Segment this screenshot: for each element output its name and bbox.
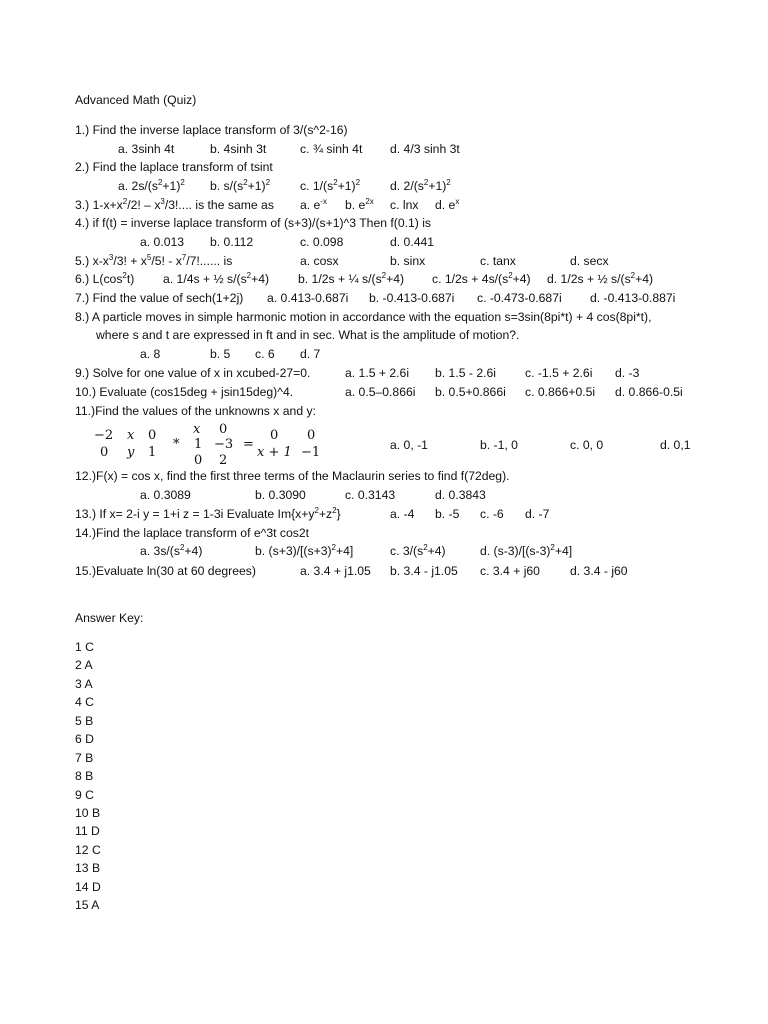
question-15: 15.)Evaluate ln(30 at 60 degrees) <box>75 564 256 578</box>
q15-option-d: d. 3.4 - j60 <box>570 564 628 578</box>
question-14: 14.)Find the laplace transform of e^3t cos2t <box>75 526 310 540</box>
question-9: 9.) Solve for one value of x in xcubed-27=0. <box>75 366 311 380</box>
answer-key-item: 14 D <box>75 880 101 894</box>
q12-option-b: b. 0.3090 <box>255 488 306 502</box>
q8-option-b: b. 5 <box>210 347 231 361</box>
q3-option-b: b. $e^{2x}$ <box>345 196 374 212</box>
q6-option-d: d. 1/2s + ½ $s/(s^2+4)$ <box>547 270 654 286</box>
q7-option-d: d. -0.413-0.887i <box>590 291 676 305</box>
q9-option-d: d. -3 <box>615 366 640 380</box>
matrix2-cell: 0 <box>219 422 228 437</box>
q5-option-a: a. cosx <box>300 254 339 268</box>
question-1: 1.) Find the inverse laplace transform of 3/(s^2-16) <box>75 123 348 137</box>
q13-option-c: c. -6 <box>480 507 504 521</box>
q4-option-a: a. 0.013 <box>140 235 185 249</box>
q1-option-a: a. 3sinh 4t <box>118 142 175 156</box>
question-8-continued: where s and t are expressed in ft and in sec. What is the amplitude of motion?. <box>96 328 520 342</box>
matrix1-cell: x <box>127 428 135 443</box>
matrix3-cell: 0 <box>307 428 316 443</box>
answer-key-item: 6 D <box>75 732 94 746</box>
answer-key-item: 5 B <box>75 714 94 728</box>
q2-option-d: d. $2/(s^2+1)^2$ <box>390 177 451 193</box>
q14-option-c: c. $3/(s^2+4)$ <box>390 542 446 558</box>
question-12: 12.)F(x) = cos x, find the first three terms of the Maclaurin series to find f(72deg). <box>75 469 510 483</box>
matrix2-cell: x <box>193 422 201 437</box>
q7-option-b: b. -0.413-0.687i <box>369 291 455 305</box>
q10-option-b: b. 0.5+0.866i <box>435 385 506 399</box>
q1-option-b: b. 4sinh 3t <box>210 142 267 156</box>
q6-option-c: c. $1/2s + 4s/(s^2+4)$ <box>432 270 531 286</box>
equals-sign: = <box>243 437 254 452</box>
q4-option-c: c. 0.098 <box>300 235 344 249</box>
question-7: 7.) Find the value of sech(1+2j) <box>75 291 244 305</box>
q14-option-d: d. $(s-3)/[(s-3)^2+4]$ <box>480 542 573 558</box>
matrix2-cell: 2 <box>219 453 228 468</box>
q15-option-b: b. 3.4 - j1.05 <box>390 564 458 578</box>
q4-option-d: d. 0.441 <box>390 235 435 249</box>
question-10: 10.) Evaluate (cos15deg + jsin15deg)^4. <box>75 385 294 399</box>
q3-option-d: d. $e^x$ <box>435 196 460 212</box>
answer-key-item: 15 A <box>75 898 100 912</box>
matrix3-cell: 0 <box>270 428 279 443</box>
q9-option-c: c. -1.5 + 2.6i <box>525 366 593 380</box>
q6-option-b: b. 1/2s + ¼ $s/(s^2+4)$ <box>298 270 405 286</box>
answer-key-item: 12 C <box>75 843 101 857</box>
question-4: 4.) if f(t) = inverse laplace transform of (s+3)/(s+1)^3 Then f(0.1) is <box>75 216 432 230</box>
q13-option-a: a. -4 <box>390 507 415 521</box>
q2-option-c: c. $1/(s^2+1)^2$ <box>300 177 361 193</box>
answer-key-item: 7 B <box>75 751 94 765</box>
matrix2-cell: −3 <box>214 437 234 452</box>
q11-option-c: c. 0, 0 <box>570 438 604 452</box>
q15-option-a: a. 3.4 + j1.05 <box>300 564 371 578</box>
answer-key-item: 4 C <box>75 695 94 709</box>
answer-key-item: 3 A <box>75 677 93 691</box>
matrix1-cell: y <box>127 445 135 460</box>
question-11: 11.)Find the values of the unknowns x and y: <box>75 404 316 418</box>
q8-option-c: c. 6 <box>255 347 275 361</box>
q11-option-a: a. 0, -1 <box>390 438 428 452</box>
answer-key-heading: Answer Key: <box>75 611 144 625</box>
q2-option-a: a. $2s/(s^2+1)^2$ <box>118 177 185 193</box>
q8-option-d: d. 7 <box>300 347 321 361</box>
q12-option-d: d. 0.3843 <box>435 488 486 502</box>
answer-key-item: 8 B <box>75 769 94 783</box>
question-2: 2.) Find the laplace transform of tsint <box>75 160 273 174</box>
q9-option-a: a. 1.5 + 2.6i <box>345 366 410 380</box>
q9-option-b: b. 1.5 - 2.6i <box>435 366 496 380</box>
matrix3-cell: −1 <box>301 445 321 460</box>
q5-option-c: c. tanx <box>480 254 516 268</box>
answer-key-item: 9 C <box>75 788 94 802</box>
q7-option-c: c. -0.473-0.687i <box>477 291 562 305</box>
q7-option-a: a. 0.413-0.687i <box>267 291 349 305</box>
q15-option-c: c. 3.4 + j60 <box>480 564 540 578</box>
multiply-sign: * <box>173 437 180 452</box>
q11-option-b: b. -1, 0 <box>480 438 518 452</box>
answer-key-item: 2 A <box>75 658 93 672</box>
q10-option-c: c. 0.866+0.5i <box>525 385 596 399</box>
q1-option-c: c. ¾ sinh 4t <box>300 142 363 156</box>
answer-key-item: 10 B <box>75 806 101 820</box>
q4-option-b: b. 0.112 <box>210 235 254 249</box>
matrix1-cell: −2 <box>94 428 114 443</box>
q5-option-d: d. secx <box>570 254 609 268</box>
q3-option-a: a. $e^{-x}$ <box>300 196 328 212</box>
matrix1-cell: 1 <box>148 445 157 460</box>
q12-option-a: a. 0.3089 <box>140 488 191 502</box>
q6-option-a: a. 1/4s + ½ $s/(s^2+4)$ <box>163 270 270 286</box>
question-3: 3.) $1-x+x^2/2$! – $x^3/3$!.... is the same as <box>75 196 274 212</box>
q10-option-d: d. 0.866-0.5i <box>615 385 683 399</box>
matrix2-cell: 0 <box>194 453 203 468</box>
question-5: 5.) $x-x^3/3$! + $x^5/5$! - $x^7/7$!...... is <box>75 252 233 268</box>
q10-option-a: a. 0.5–0.866i <box>345 385 416 399</box>
q14-option-b: b. $(s+3)/[(s+3)^2+4]$ <box>255 542 354 558</box>
answer-key-item: 11 D <box>75 824 100 838</box>
matrix3-cell: x + 1 <box>257 445 292 460</box>
question-6: 6.) $L(\cos^2t)$ <box>75 270 135 286</box>
q1-option-d: d. 4/3 sinh 3t <box>390 142 460 156</box>
answer-key-item: 1 C <box>75 640 94 654</box>
q13-option-d: d. -7 <box>525 507 550 521</box>
matrix1-cell: 0 <box>100 445 109 460</box>
matrix2-cell: 1 <box>194 437 203 452</box>
q5-option-b: b. sinx <box>390 254 426 268</box>
q12-option-c: c. 0.3143 <box>345 488 396 502</box>
q8-option-a: a. 8 <box>140 347 161 361</box>
q14-option-a: a. $3s/(s^2+4)$ <box>140 542 203 558</box>
page-title: Advanced Math (Quiz) <box>75 93 197 107</box>
matrix1-cell: 0 <box>148 428 157 443</box>
question-13: 13.) If x= 2-i y = 1+i z = 1-3i Evaluate $Im\{x+y^2+z^2\}$ <box>75 505 341 521</box>
q2-option-b: b. $s/(s^2+1)^2$ <box>210 177 271 193</box>
q13-option-b: b. -5 <box>435 507 460 521</box>
q3-option-c: c. lnx <box>390 198 419 212</box>
q11-option-d: d. 0,1 <box>660 438 691 452</box>
question-8: 8.) A particle moves in simple harmonic motion in accordance with the equation s=3sin(8pi*t) + 4 cos(8pi*t), <box>75 310 652 324</box>
answer-key-item: 13 B <box>75 861 101 875</box>
